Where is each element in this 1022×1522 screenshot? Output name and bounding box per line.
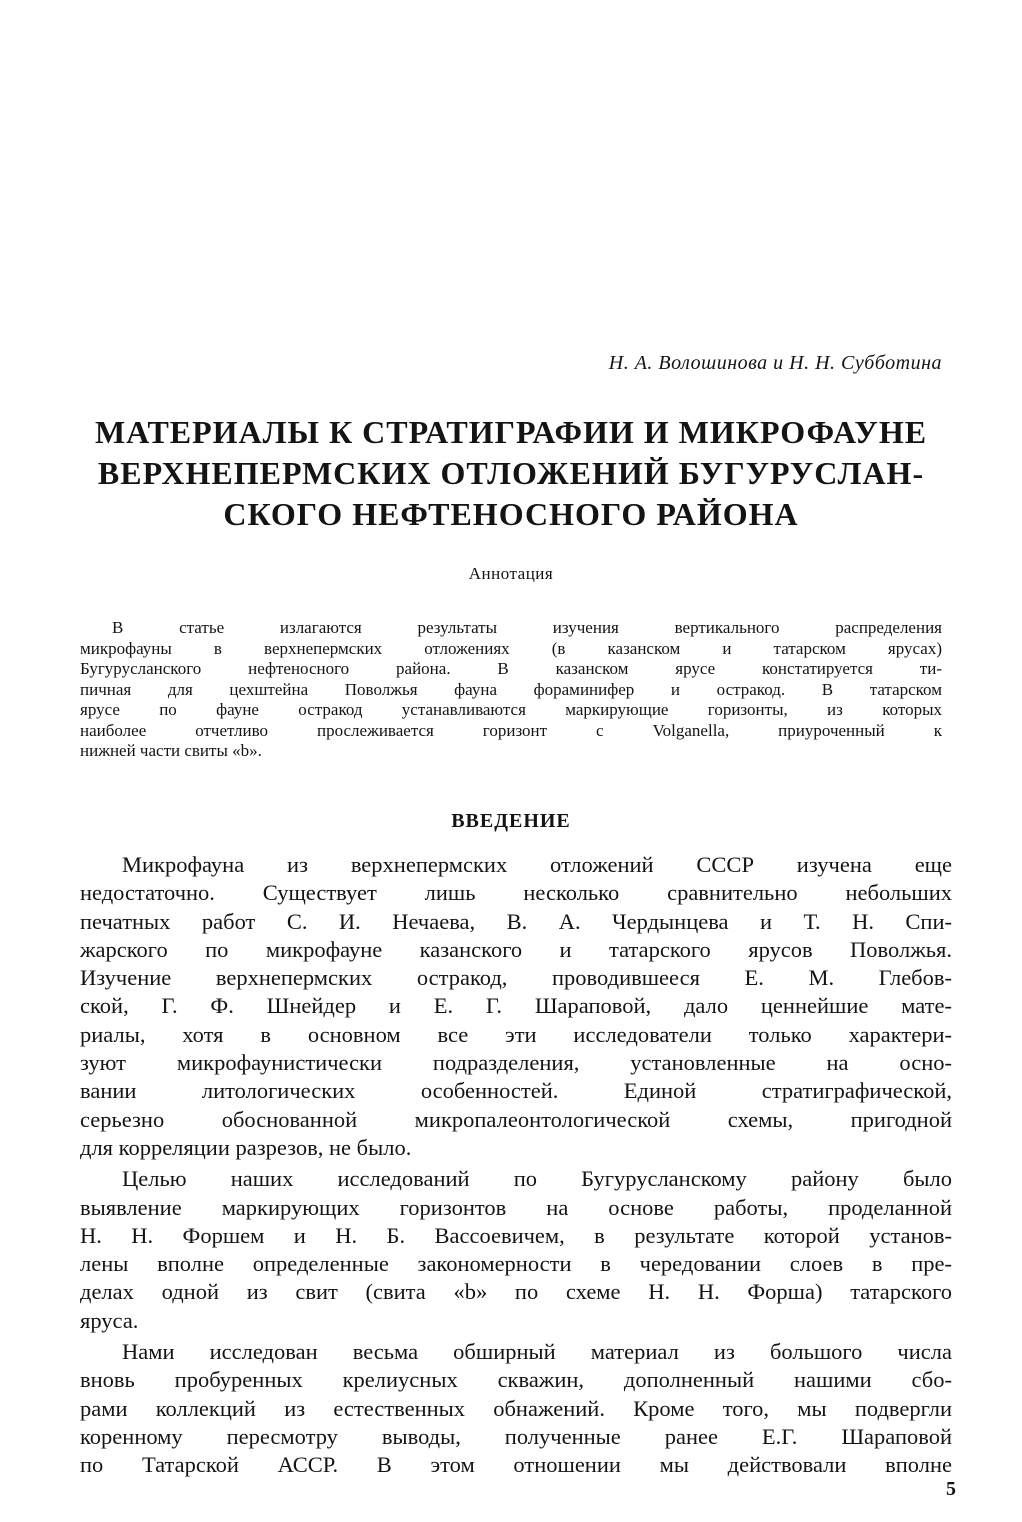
text-line: риалы, хотя в основном все эти исследователи только характери- [80,1021,952,1047]
text-line: выявление маркирующих горизонтов на основе работы, проделанной [80,1194,952,1220]
text-line: Целью наших исследований по Бугурусланскому району было [122,1166,952,1192]
title-line: МАТЕРИАЛЫ К СТРАТИГРАФИИ И МИКРОФАУНЕ [94,414,928,450]
text-line: Н. Н. Форшем и Н. Б. Вассоевичем, в результате которой установ- [80,1222,952,1248]
title-line: ВЕРХНЕПЕРМСКИХ ОТЛОЖЕНИЙ БУГУРУСЛАН- [97,455,925,491]
paragraph [80,1338,952,1479]
annotation-line: наиболее отчетливо прослеживается горизонт с Volganella, приуроченный к [80,720,942,740]
text-line: Нами исследован весьма обширный материал из большого числа [122,1339,952,1365]
section-heading: ВВЕДЕНИЕ [451,810,571,832]
annotation-text [80,618,942,762]
text-line: Изучение верхнепермских остракод, проводившееся Е. М. Глебов- [80,965,952,991]
text-line: печатных работ С. И. Нечаева, В. А. Чердынцева и Т. Н. Спи- [80,908,952,934]
text-line: яруса. [80,1307,139,1333]
text-line: делах одной из свит (свита «b» по схеме Н. Н. Форша) татарского [80,1279,952,1305]
authors-line: Н. А. Волошинова и Н. Н. Субботина [608,352,942,374]
paragraph [80,851,952,1162]
text-line: коренному пересмотру выводы, полученные ранее Е.Г. Шараповой [80,1423,952,1449]
text-line: Микрофауна из верхнепермских отложений СССР изучена еще [122,852,952,877]
text-line: вании литологических особенностей. Единой стратиграфической, [80,1078,952,1104]
text-line: ской, Г. Ф. Шнейдер и Е. Г. Шараповой, дало ценнейшие мате- [80,993,952,1019]
article-title [60,412,962,535]
text-line: вновь пробуренных крелиусных скважин, дополненный нашими сбо- [80,1367,952,1393]
text-line: недостаточно. Существует лишь несколько сравнительно небольших [80,880,952,906]
annotation-line: Бугурусланского нефтеносного района. В казанском ярусе констатируется ти- [80,659,942,678]
annotation-line: микрофауны в верхнепермских отложениях (в казанском и татарском ярусах) [80,638,942,658]
annotation-heading: Аннотация [468,564,554,583]
paragraph [80,1165,952,1335]
text-line: для корреляции разрезов, не было. [80,1134,412,1160]
text-line: по Татарской АССР. В этом отношении мы действовали вполне [80,1452,952,1478]
text-line: серьезно обоснованной микропалеонтологической схемы, пригодной [80,1106,952,1132]
body-text [80,851,952,1480]
annotation-line: ярусе по фауне остракод устанавливаются маркирующие горизонты, из которых [80,700,942,719]
annotation-line: В статье излагаются результаты изучения вертикального распределения [112,618,942,637]
text-line: зуют микрофаунистически подразделения, установленные на осно- [80,1050,952,1076]
text-line: лены вполне определенные закономерности в чередовании слоев в пре- [80,1251,952,1277]
text-line: жарского по микрофауне казанского и татарского ярусов Поволжья. [80,936,952,962]
annotation-line: пичная для цехштейна Поволжья фауна фораминифер и остракод. В татарском [80,679,942,699]
text-line: рами коллекций из естественных обнажений. Кроме того, мы подвергли [80,1395,952,1421]
annotation-line: нижней части свиты «b». [80,741,262,760]
title-line: СКОГО НЕФТЕНОСНОГО РАЙОНА [223,496,799,532]
page-number: 5 [946,1478,956,1500]
